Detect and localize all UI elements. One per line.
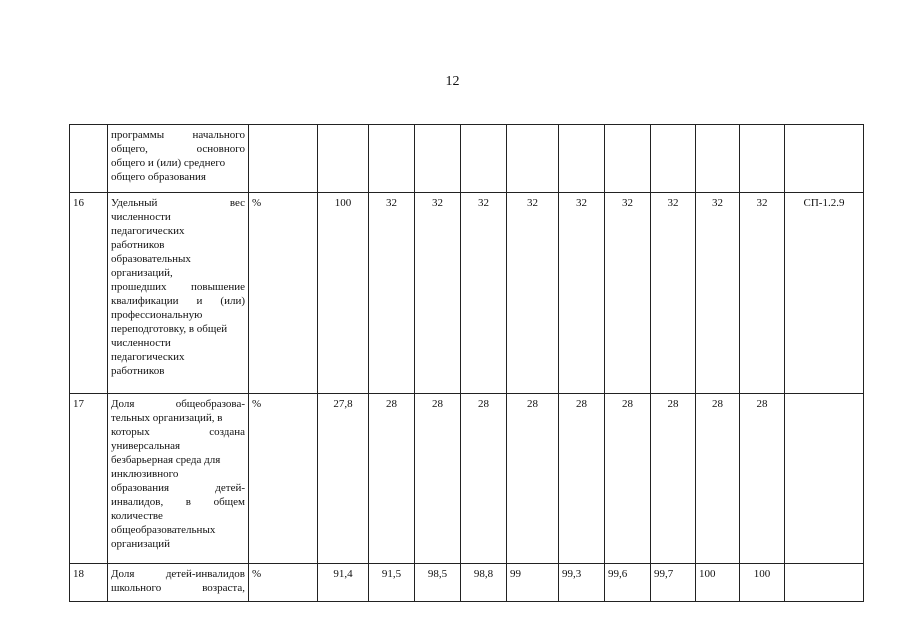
description-word: начального [192,129,245,141]
description-line [111,210,245,224]
code-cell: СП-1.2.9 [785,193,864,394]
description-word: Доля [111,568,135,580]
description-line [111,425,245,439]
description-word: общего образования [111,171,206,183]
description-line [111,581,245,595]
unit-cell [249,125,318,193]
description-line [111,170,245,184]
value-cell: 98,5 [415,564,461,602]
value-cell: 32 [696,193,740,394]
indicators-table [69,124,864,602]
value-cell [651,125,696,193]
value-cell: 100 [696,564,740,602]
value-cell [507,125,559,193]
value-cell: 99 [507,564,559,602]
value-cell [740,125,785,193]
description-word: общего и (или) среднего [111,157,226,169]
description-line [111,238,245,252]
value-cell: 28 [507,394,559,564]
code-cell [785,564,864,602]
description-word: и [196,295,203,307]
description-word: детей- [215,482,245,494]
unit-cell: % [249,394,318,564]
value-cell: 91,5 [369,564,415,602]
value-cell [461,125,507,193]
description-word: работников [111,239,165,251]
description-word: тельных организаций, в [111,412,223,424]
code-cell [785,125,864,193]
table-row [70,564,864,602]
description-word: Доля [111,398,135,410]
value-cell [696,125,740,193]
description-word: образовательных [111,253,191,265]
value-cell: 99,3 [559,564,605,602]
value-cell [415,125,461,193]
description-line [111,397,245,411]
description-word: Удельный [111,197,158,209]
description-line [111,567,245,581]
value-cell: 28 [559,394,605,564]
value-cell [605,125,651,193]
description-word: возраста, [202,582,245,594]
description-word: (или) [220,295,245,307]
description-line [111,252,245,266]
table-row [70,125,864,193]
row-number-cell: 17 [70,394,108,564]
description-line [111,537,245,551]
description-word: универсальная [111,440,181,452]
description-line [111,509,245,523]
value-cell: 28 [651,394,696,564]
value-cell: 28 [415,394,461,564]
unit-cell: % [249,193,318,394]
description-line [111,336,245,350]
value-cell: 91,4 [318,564,369,602]
description-word: работников [111,365,165,377]
value-cell: 98,8 [461,564,507,602]
description-word: численности [111,337,171,349]
description-word: количестве [111,510,163,522]
description-word: общего, [111,143,148,155]
page-number: 12 [445,74,460,89]
description-word: квалификации [111,295,179,307]
indicator-description-cell [108,394,249,564]
description-line [111,308,245,322]
description-word: профессиональную [111,309,203,321]
code-cell [785,394,864,564]
value-cell: 100 [318,193,369,394]
description-word: численности [111,211,171,223]
description-line [111,322,245,336]
description-line [111,481,245,495]
description-word: вес [229,197,245,209]
description-word: организаций [111,538,171,550]
value-cell: 32 [461,193,507,394]
description-word: повышение [191,281,245,293]
value-cell: 32 [605,193,651,394]
indicator-description-cell [108,193,249,394]
description-word: организаций, [111,267,173,279]
description-word: инклюзивного [111,468,179,480]
description-word: создана [209,426,245,438]
table-row [70,394,864,564]
row-number-cell: 18 [70,564,108,602]
row-number-cell [70,125,108,193]
value-cell: 32 [651,193,696,394]
description-line [111,224,245,238]
unit-cell: % [249,564,318,602]
value-cell: 28 [369,394,415,564]
description-word: общеобразовательных [111,524,216,536]
value-cell: 99,7 [651,564,696,602]
description-word: школьного [111,582,162,594]
value-cell: 32 [415,193,461,394]
description-word: переподготовку, в общей [111,323,228,335]
description-line [111,142,245,156]
description-word: образования [111,482,170,494]
value-cell: 28 [461,394,507,564]
indicator-description-cell [108,564,249,602]
description-word: программы [111,129,165,141]
description-word: инвалидов, [111,496,164,508]
description-word: безбарьерная среда для [111,454,221,466]
description-word: прошедших [111,281,167,293]
description-line [111,196,245,210]
description-line [111,411,245,425]
description-word: общеобразова- [175,398,245,410]
value-cell: 27,8 [318,394,369,564]
value-cell: 32 [507,193,559,394]
description-line [111,128,245,142]
value-cell: 99,6 [605,564,651,602]
description-line [111,350,245,364]
value-cell: 28 [740,394,785,564]
value-cell [369,125,415,193]
description-word: основного [196,143,245,155]
description-line [111,280,245,294]
row-number-cell: 16 [70,193,108,394]
table-row [70,193,864,394]
description-line [111,495,245,509]
description-line [111,294,245,308]
value-cell: 100 [740,564,785,602]
description-line [111,266,245,280]
value-cell: 32 [559,193,605,394]
description-word: общем [213,496,245,508]
value-cell [318,125,369,193]
description-word: в [185,496,191,508]
description-word: педагогических [111,225,185,237]
value-cell [559,125,605,193]
description-line [111,523,245,537]
description-line [111,364,245,378]
value-cell: 28 [696,394,740,564]
description-line [111,467,245,481]
value-cell: 28 [605,394,651,564]
description-line [111,439,245,453]
description-line [111,453,245,467]
description-word: детей-инвалидов [165,568,245,580]
indicator-description-cell [108,125,249,193]
description-line [111,156,245,170]
description-word: педагогических [111,351,185,363]
value-cell: 32 [740,193,785,394]
description-word: которых [111,426,150,438]
value-cell: 32 [369,193,415,394]
